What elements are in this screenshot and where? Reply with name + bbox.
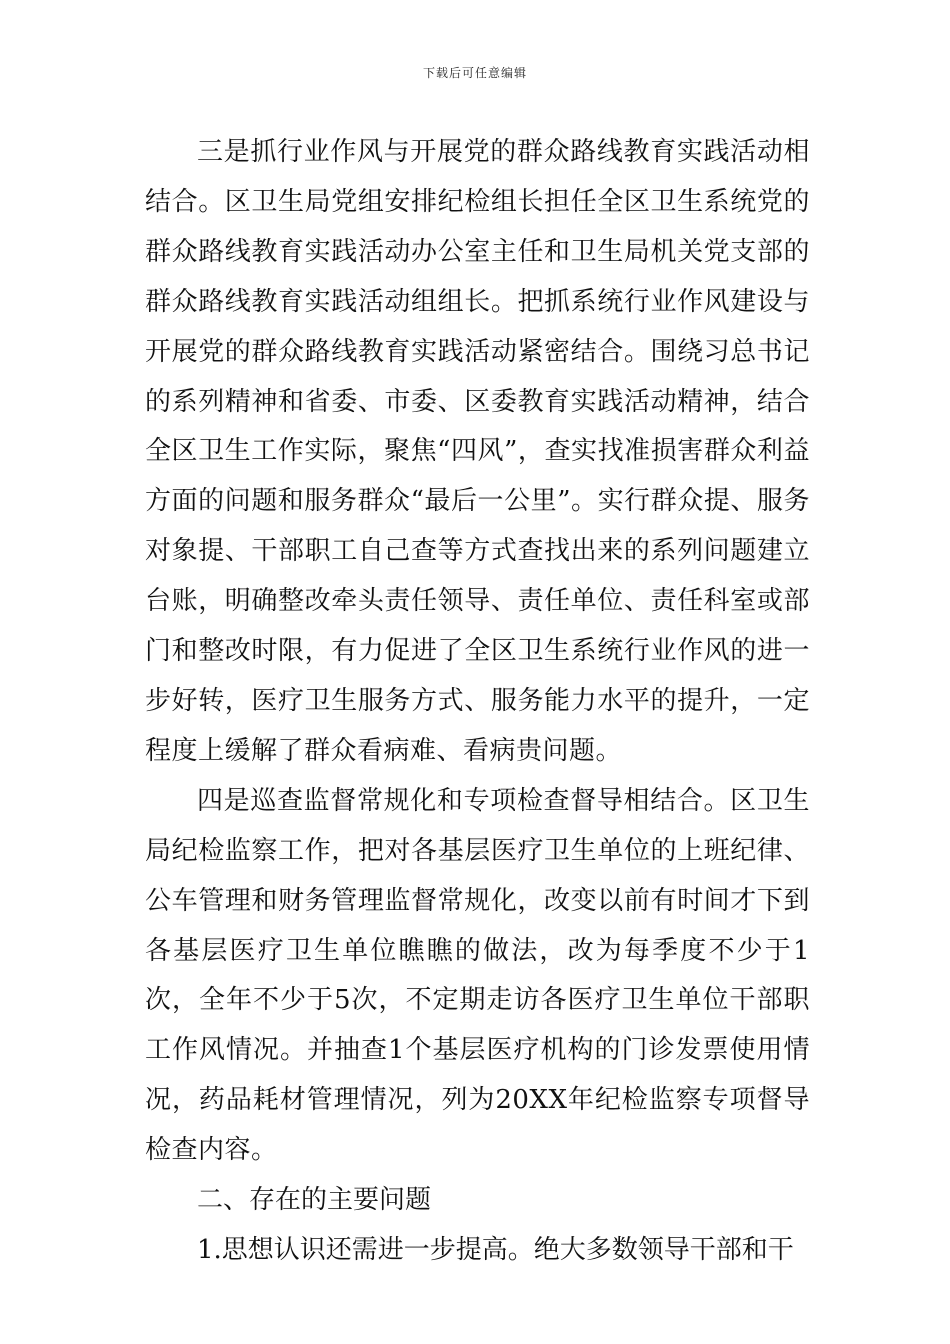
document-body (145, 128, 810, 1276)
paragraph-4: 四是巡查监督常规化和专项检查督导相结合。区卫生局纪检监察工作，把对各基层医疗卫生单位的上班纪律、公车管理和财务管理监督常规化，改变以前有时间才下到各基层医疗卫生单位瞧瞧的做法，改为每季度不少于1次，全年不少于5次，不定期走访各医疗卫生单位干部职工作风情况。并抽查1个基层医疗机构的门诊发票使用情况，药品耗材管理情况，列为20XX年纪检监察专项督导检查内容。 (145, 785, 810, 1166)
page-header: 下载后可任意编辑 (422, 66, 527, 80)
paragraph-3: 三是抓行业作风与开展党的群众路线教育实践活动相结合。区卫生局党组安排纪检组长担任全区卫生系统党的群众路线教育实践活动办公室主任和卫生局机关党支部的群众路线教育实践活动组组长。把抓系统行业作风建设与开展党的群众路线教育实践活动紧密结合。围绕习总书记的系列精神和省委、市委、区委教育实践活动精神，结合全区卫生工作实际，聚焦“四风”，查实找准损害群众利益方面的问题和服务群众“最后一公里”。实行群众提、服务对象提、干部职工自己查等方式查找出来的系列问题建立台账，明确整改牵头责任领导、责任单位、责任科室或部门和整改时限，有力促进了全区卫生系统行业作风的进一步好转，医疗卫生服务方式、服务能力水平的提升，一定程度上缓解了群众看病难、看病贵问题。 (145, 137, 810, 766)
section-heading: 二、存在的主要问题 (197, 1185, 432, 1216)
list-item-1: 1.思想认识还需进一步提高。绝大多数领导干部和干 (197, 1234, 794, 1265)
